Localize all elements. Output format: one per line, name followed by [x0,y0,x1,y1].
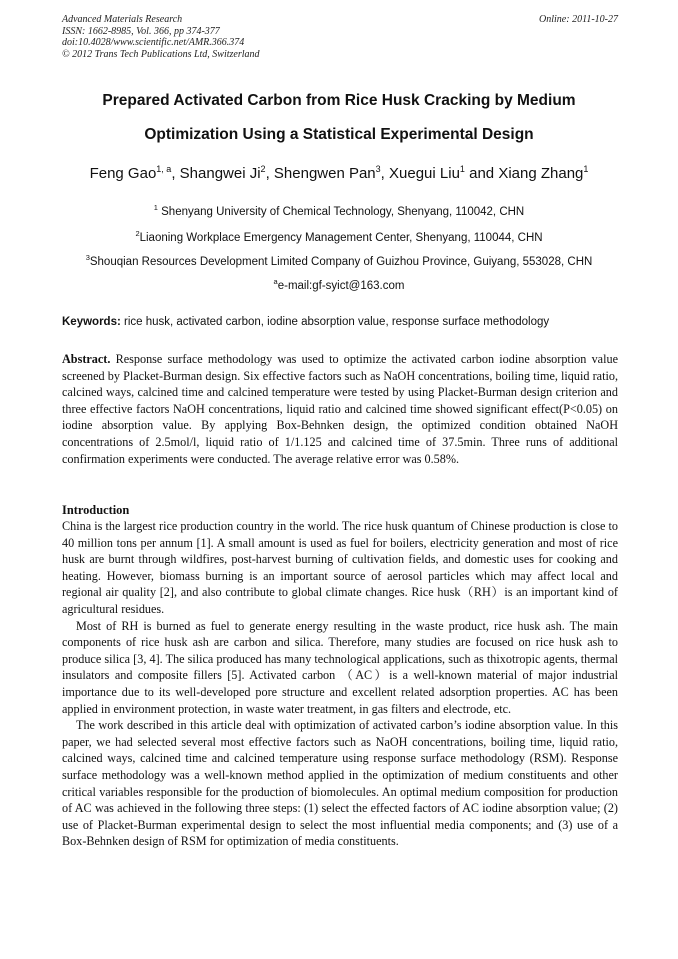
journal-header [62,14,618,60]
affiliation-mark: 3 [85,253,90,262]
paragraph: Most of RH is burned as fuel to generate energy resulting in the waste product, rice husk ash. The main components of rice husk ash are carbon and silica. Therefore, many studies are focused on rice husk ash to produce silica [3, 4]. The silica produced has many technological applications, such as thixotropic agents, thermal insulators and composite fillers [5]. Activated carbon （AC）is a well-known material of major industrial importance due to its well-developed pore structure and excellent related adsorption properties. AC has been applied in environment protection, in waste water treatment, in gas filters and electrode, etc. [62,618,618,716]
affiliation-3 [20,253,658,268]
author-name: Feng Gao [89,165,157,182]
author-name: Shangwei Ji [179,165,261,182]
keywords [62,316,618,328]
abstract [62,351,618,467]
affiliation-2 [20,229,658,244]
affiliation-text: Shouqian Resources Development Limited Company of Guizhou Province, Guiyang, 553028, CHN [89,255,593,268]
author-affil-mark: 3 [375,164,381,174]
author-name: Xuegui Liu [389,165,460,182]
affiliation-mark: 2 [135,229,140,238]
keywords-label: Keywords: [62,316,121,328]
author-affil-mark: 1 [583,164,589,174]
author-list [30,164,648,182]
paragraph: China is the largest rice production country in the world. The rice husk quantum of Chinese production is close to 40 million tons per annum [1]. A small amount is used as fuel for boilers, electricity generation and most of rice husk are burnt through wildfires, post-harvest burning of cultivation fields, and domestic uses for cooking and heating. However, biomass burning is an important source of aerosol particles which may affect local and regional air quality [2], and also contribute to global climate changes. Rice husk（RH）is an important kind of agricultural residues. [62,519,618,616]
copyright-line: © 2012 Trans Tech Publications Ltd, Switzerland [62,48,260,60]
affiliation-text: Shenyang University of Chemical Technology, Shenyang, 110042, CHN [157,205,525,218]
affiliation-text: Liaoning Workplace Emergency Management Center, Shenyang, 110044, CHN [139,231,543,244]
email-text[interactable]: e-mail:gf-syict@163.com [277,279,405,292]
affiliation-mark: a [273,277,278,286]
journal-name: Advanced Materials Research [62,14,183,25]
affiliation-mark: 1 [153,203,158,212]
affiliation-1 [20,203,658,218]
introduction-body [62,518,618,850]
keywords-text: rice husk, activated carbon, iodine absorption value, response surface methodology [120,316,550,328]
abstract-text: Response surface methodology was used to optimize the activated carbon iodine absorption value screened by Placket-Burman design. Six effective factors such as NaOH concentrations, boiling time, liquid ratio, calcined ways, calcined time and calcined temperature were tested by using Placket-Burman design criterion and three effective factors NaOH concentrations, liquid ratio and calcined time showed significant effect(P<0.05) on iodine absorption value. By applying Box-Behnken design, the optimized condition obtained NaOH concentrations of 2.5mol/l, liquid ratio of 1/1.125 and calcined time of 37.5min. Three runs of additional confirmation experiments were conducted. The average relative error was 0.58%. [62,352,618,466]
section-heading-introduction: Introduction [62,503,130,517]
abstract-label: Abstract. [62,352,111,366]
author-separator: , [265,165,274,182]
paper-title-line-1: Prepared Activated Carbon from Rice Husk Cracking by Medium [102,92,576,109]
paragraph: The work described in this article deal with optimization of activated carbon’s iodine absorption value. In this paper, we had selected several most effective factors such as NaOH concentrations, boiling time, liquid ratio, calcined ways, calcined time and calcined temperature using response surface methodology (RSM). Response surface methodology was a well-known method applied in the optimization of medium constituents and other critical variables responsible for the production of biomolecules. An optimal medium composition for production of AC was achieved in the following three steps: (1) select the effected factors of AC iodine absorption value; (2) use of Placket-Burman experimental design to select the most influential media components; and (3) use of a Box-Behnken design of RSM for optimization of media constituents. [62,718,618,849]
paper-title-line-2: Optimization Using a Statistical Experimental Design [144,126,534,143]
author-separator: , [171,165,180,182]
author-name: Shengwen Pan [273,165,376,182]
author-affil-mark: 1 [459,164,465,174]
online-date: Online: 2011-10-27 [539,14,618,25]
author-name: Xiang Zhang [498,165,584,182]
issn-line: ISSN: 1662-8985, Vol. 366, pp 374-377 [62,25,220,37]
author-affil-mark: 2 [260,164,266,174]
contact-email[interactable] [20,277,658,292]
author-separator: and [464,165,499,182]
author-separator: , [380,165,390,182]
author-affil-mark: 1, a [156,164,172,174]
doi-line[interactable]: doi:10.4028/www.scientific.net/AMR.366.374 [62,37,245,48]
